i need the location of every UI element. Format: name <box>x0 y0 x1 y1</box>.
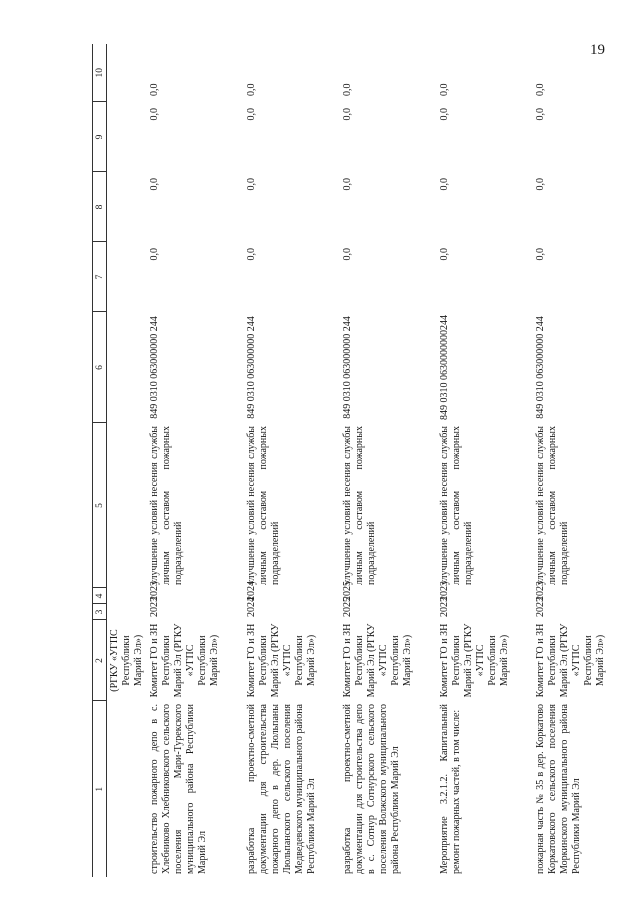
cell-value-7: 0,0 <box>438 248 450 261</box>
cell-value-7: 0,0 <box>245 248 257 261</box>
header-row <box>93 44 107 877</box>
cell-measure: строительство пожарного депо в с. Хлебниково Хлебниковского сельского поселения Мари-Турекского муниципального района Республики Марий Эл <box>149 704 208 874</box>
cell-value-9: 0,0 <box>535 108 547 121</box>
cell-value-10: 0,0 <box>438 83 450 96</box>
header-col-6: 6 <box>93 312 107 423</box>
table-row <box>107 44 148 877</box>
cell-year-end: 2024 <box>245 581 257 601</box>
cell-value-8: 0,0 <box>245 178 257 191</box>
table-row <box>244 44 341 877</box>
cell-measure: Мероприятие 3.2.1.2. Капитальный ремонт пожарных частей, в том числе: <box>438 704 462 874</box>
cell-value-7: 0,0 <box>342 248 354 261</box>
cell-value-8: 0,0 <box>438 178 450 191</box>
cell-year-start: 2023 <box>535 597 547 617</box>
table-row <box>147 44 244 877</box>
cell-value-7: 0,0 <box>535 248 547 261</box>
header-col-1: 1 <box>93 701 107 877</box>
cell-value-9 <box>107 102 148 172</box>
cell-year-start <box>107 604 148 620</box>
cell-executor: Комитет ГО и ЗН Республики Марий Эл (РГКУ «УГПС Республики Марий Эл») <box>149 623 220 698</box>
cell-year-end: 2023 <box>149 581 160 601</box>
cell-value-8: 0,0 <box>149 178 160 191</box>
cell-measure <box>107 701 148 877</box>
cell-budget-code: 849 0310 0630000000244 <box>438 315 450 420</box>
cell-value-9: 0,0 <box>438 108 450 121</box>
cell-budget-code: 849 0310 063000000 244 <box>245 316 257 419</box>
cell-value-10 <box>107 44 148 102</box>
cell-value-10: 0,0 <box>245 83 257 96</box>
table-row <box>340 44 437 877</box>
cell-value-9: 0,0 <box>149 108 160 121</box>
header-col-4: 4 <box>93 588 107 604</box>
header-col-7: 7 <box>93 242 107 312</box>
cell-executor: (РГКУ «УГПС Республики Марий Эл») <box>109 629 144 692</box>
cell-measure: пожарная часть № 35 в дер. Коркатово Коркатовского сельского поселения Моркинского муниципального района Республики Марий Эл <box>535 704 583 874</box>
cell-result <box>107 423 148 588</box>
header-col-8: 8 <box>93 172 107 242</box>
header-col-10: 10 <box>93 44 107 102</box>
cell-result: улучшение условий несения службы личным составом пожарных подразделений <box>149 426 184 585</box>
cell-year-end: 2023 <box>535 581 547 601</box>
cell-measure: разработка проектно-сметной документации для строительства пожарного депо в дер. Люльпаны Люльпанского сельского поселения Медведевского муниципального района Республики Марий Эл <box>245 704 317 874</box>
cell-executor: Комитет ГО и ЗН Республики Марий Эл (РГКУ «УГПС Республики Марий Эл») <box>438 623 510 698</box>
cell-executor: Комитет ГО и ЗН Республики Марий Эл (РГКУ «УГПС Республики Марий Эл») <box>342 623 414 698</box>
cell-year-start: 2023 <box>438 597 450 617</box>
page-number: 19 <box>590 42 605 58</box>
cell-value-9: 0,0 <box>342 108 354 121</box>
cell-result: улучшение условий несения службы личным составом пожарных подразделений <box>535 426 571 585</box>
cell-budget-code <box>107 312 148 423</box>
cell-budget-code: 849 0310 063000000 244 <box>149 316 160 419</box>
table-row <box>533 44 630 877</box>
header-col-2: 2 <box>93 620 107 701</box>
cell-result: улучшение условий несения службы личным составом пожарных подразделений <box>438 426 474 585</box>
cell-value-7: 0,0 <box>149 248 160 261</box>
cell-value-10: 0,0 <box>535 83 547 96</box>
cell-year-start: 2025 <box>342 597 354 617</box>
rotated-table-wrapper <box>92 44 630 877</box>
cell-value-8 <box>107 172 148 242</box>
cell-value-9: 0,0 <box>245 108 257 121</box>
cell-year-start: 2024 <box>245 597 257 617</box>
cell-value-10: 0,0 <box>149 83 160 96</box>
cell-year-end: 2023 <box>438 581 450 601</box>
cell-result: улучшение условий несения службы личным составом пожарных подразделений <box>245 426 281 585</box>
cell-executor: Комитет ГО и ЗН Республики Марий Эл (РГКУ «УГПС Республики Марий Эл») <box>535 623 607 698</box>
cell-budget-code: 849 0310 063000000 244 <box>535 316 547 419</box>
cell-year-end: 2025 <box>342 581 354 601</box>
cell-measure: разработка проектно-сметной документации для строительства депо в с. Сотнур Сотнурского сельского поселения Волжского муниципального района Республики Марий Эл <box>342 704 402 874</box>
cell-value-10: 0,0 <box>342 83 354 96</box>
cell-value-7 <box>107 242 148 312</box>
cell-year-end <box>107 588 148 604</box>
cell-result: улучшение условий несения службы личным составом пожарных подразделений <box>342 426 378 585</box>
header-col-9: 9 <box>93 102 107 172</box>
cell-budget-code: 849 0310 063000000 244 <box>342 316 354 419</box>
header-col-3: 3 <box>93 604 107 620</box>
cell-value-8: 0,0 <box>535 178 547 191</box>
header-col-5: 5 <box>93 423 107 588</box>
cell-year-start: 2023 <box>149 597 160 617</box>
program-table <box>92 44 630 877</box>
cell-executor: Комитет ГО и ЗН Республики Марий Эл (РГКУ «УГПС Республики Марий Эл») <box>245 623 317 698</box>
table-row <box>437 44 534 877</box>
cell-value-8: 0,0 <box>342 178 354 191</box>
